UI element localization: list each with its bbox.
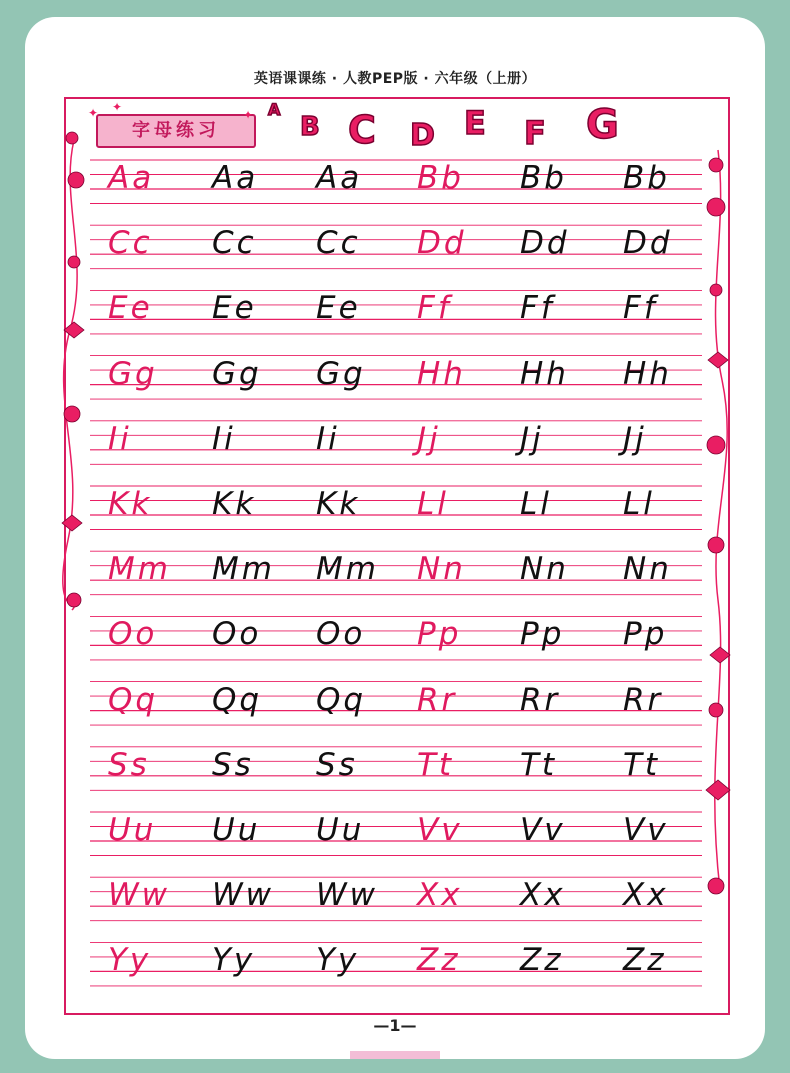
copy-letter-pair: Jj — [623, 420, 647, 457]
model-letter-pair: Nn — [417, 551, 466, 588]
copy-letter-pair: Cc — [316, 225, 361, 262]
copy-letter-pair: Mm — [212, 551, 275, 588]
copy-letter-pair: Bb — [623, 160, 670, 196]
copy-letter-pair: Vv — [623, 812, 669, 848]
copy-letter-pair: Kk — [212, 486, 257, 522]
copy-letter-pair: Ee — [212, 290, 257, 327]
model-letter-pair: Bb — [417, 160, 464, 196]
model-letter-pair: Tt — [417, 746, 455, 783]
decor-letter-e: E — [464, 104, 486, 142]
sparkle-icon: ✦ — [88, 106, 99, 120]
model-letter-pair: Jj — [417, 420, 441, 457]
copy-letter-pair: Aa — [316, 160, 363, 196]
section-title: 字母练习 — [132, 120, 220, 141]
copy-letter-pair: Ll — [623, 486, 655, 522]
copy-letter-pair: Nn — [623, 551, 672, 588]
copy-letter-pair: Zz — [520, 942, 564, 979]
model-letter-pair: Vv — [417, 812, 463, 848]
copy-letter-pair: Pp — [623, 616, 668, 653]
model-letter-pair: Xx — [417, 877, 463, 914]
copy-letter-pair: Jj — [520, 420, 544, 457]
model-letter-pair: Ss — [108, 746, 150, 783]
copy-letter-pair: Ww — [316, 877, 379, 914]
decor-letter-d: D — [410, 118, 435, 153]
copy-letter-pair: Ff — [623, 290, 658, 327]
model-letter-pair: Dd — [417, 225, 467, 262]
copy-letter-pair: Qq — [316, 681, 367, 718]
page-number: —1— — [373, 1016, 417, 1035]
bottom-tab — [350, 1051, 440, 1059]
model-letter-pair: Ff — [417, 290, 452, 327]
copy-letter-pair: Gg — [316, 355, 366, 392]
copy-letter-pair: Kk — [316, 486, 361, 522]
copy-letter-pair: Rr — [520, 681, 561, 718]
model-letter-pair: Yy — [108, 942, 152, 979]
copy-letter-pair: Hh — [520, 355, 569, 392]
copy-letter-pair: Xx — [623, 877, 669, 914]
model-letter-pair: Kk — [108, 486, 153, 522]
copy-letter-pair: Gg — [212, 355, 262, 392]
model-letter-pair: Aa — [108, 160, 155, 196]
model-letter-pair: Oo — [108, 616, 158, 653]
copy-letter-pair: Yy — [316, 942, 360, 979]
model-letter-pair: Uu — [108, 812, 157, 848]
model-letter-pair: Zz — [417, 942, 461, 979]
copy-letter-pair: Ee — [316, 290, 361, 327]
model-letter-pair: Cc — [108, 225, 153, 262]
letter-practice-grid — [90, 0, 702, 1073]
model-letter-pair: Qq — [108, 681, 159, 718]
copy-letter-pair: Hh — [623, 355, 672, 392]
model-letter-pair: Mm — [108, 551, 171, 588]
copy-letter-pair: Pp — [520, 616, 565, 653]
copy-letter-pair: Bb — [520, 160, 567, 196]
model-letter-pair: Ww — [108, 877, 171, 914]
copy-letter-pair: Tt — [623, 746, 661, 783]
page-header: 英语课课练 · 人教PEP版 · 六年级（上册） — [253, 71, 537, 87]
copy-letter-pair: Rr — [623, 681, 664, 718]
copy-letter-pair: Zz — [623, 942, 667, 979]
copy-letter-pair: Aa — [212, 160, 259, 196]
copy-letter-pair: Oo — [212, 616, 262, 653]
model-letter-pair: Ii — [108, 420, 132, 457]
model-letter-pair: Gg — [108, 355, 158, 392]
copy-letter-pair: Dd — [623, 225, 673, 262]
copy-letter-pair: Ii — [316, 420, 340, 457]
decor-letter-f: F — [524, 114, 546, 152]
copy-letter-pair: Tt — [520, 746, 558, 783]
copy-letter-pair: Uu — [316, 812, 365, 848]
copy-letter-pair: Ii — [212, 420, 236, 457]
decor-letter-g: G — [586, 102, 619, 148]
copy-letter-pair: Ff — [520, 290, 555, 327]
copy-letter-pair: Ww — [212, 877, 275, 914]
sparkle-icon: ✦ — [112, 100, 123, 114]
copy-letter-pair: Dd — [520, 225, 570, 262]
model-letter-pair: Ll — [417, 486, 449, 522]
decor-letter-c: C — [348, 108, 376, 152]
copy-letter-pair: Ll — [520, 486, 552, 522]
copy-letter-pair: Yy — [212, 942, 256, 979]
copy-letter-pair: Vv — [520, 812, 566, 848]
copy-letter-pair: Ss — [212, 746, 254, 783]
copy-letter-pair: Cc — [212, 225, 257, 262]
copy-letter-pair: Uu — [212, 812, 261, 848]
model-letter-pair: Hh — [417, 355, 466, 392]
copy-letter-pair: Mm — [316, 551, 379, 588]
copy-letter-pair: Oo — [316, 616, 366, 653]
copy-letter-pair: Qq — [212, 681, 263, 718]
copy-letter-pair: Xx — [520, 877, 566, 914]
copy-letter-pair: Ss — [316, 746, 358, 783]
model-letter-pair: Ee — [108, 290, 153, 327]
model-letter-pair: Pp — [417, 616, 462, 653]
sparkle-icon: ✦ — [243, 108, 254, 122]
copy-letter-pair: Nn — [520, 551, 569, 588]
decor-letter-a: A — [268, 100, 281, 119]
model-letter-pair: Rr — [417, 681, 458, 718]
decor-letter-b: B — [300, 112, 320, 142]
